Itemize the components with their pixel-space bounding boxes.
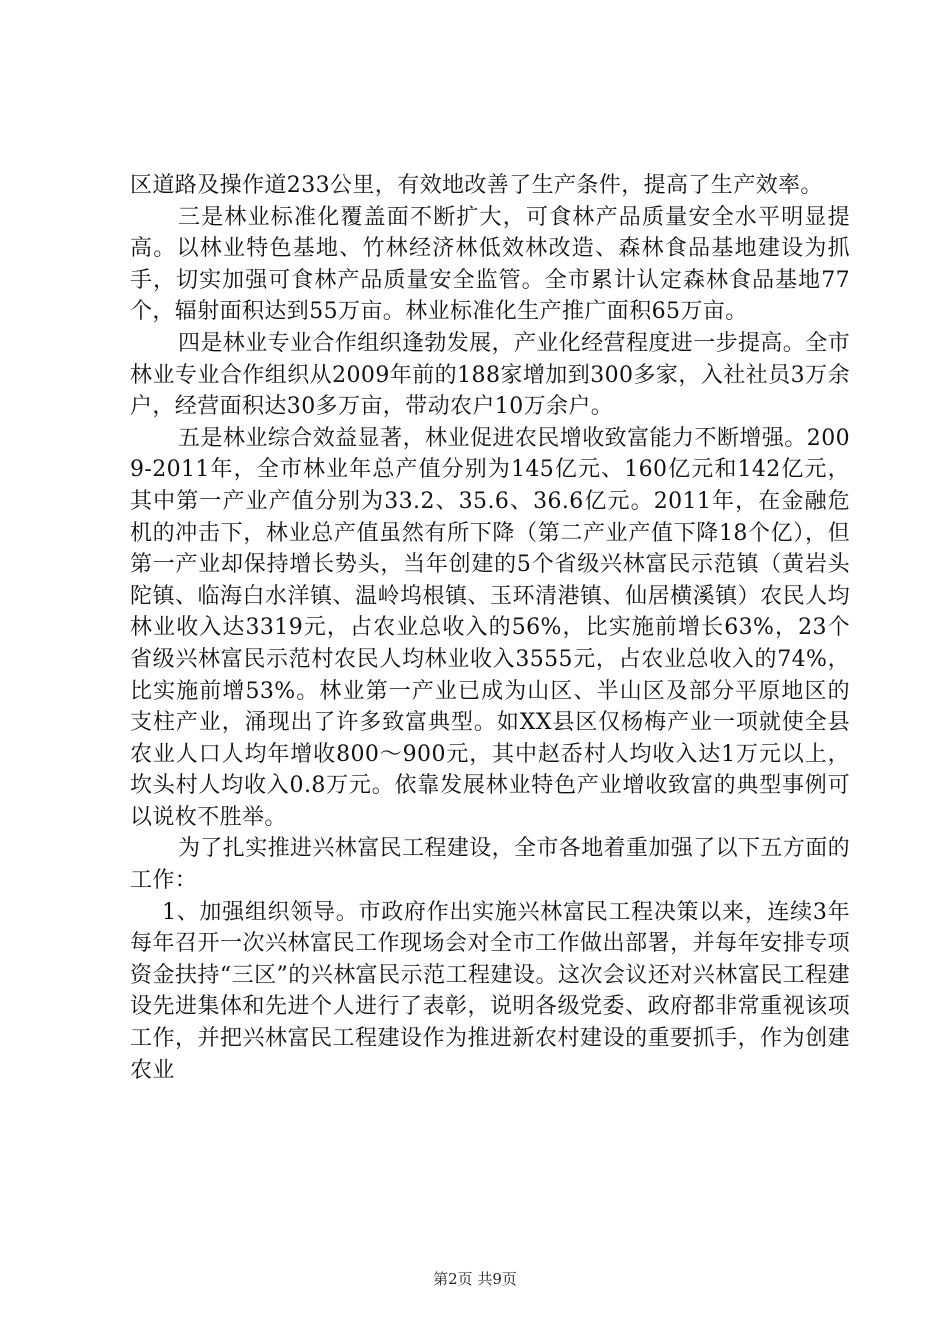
- page-number-footer: 第2页 共9页: [433, 1270, 517, 1288]
- paragraph-point-three: 三是林业标准化覆盖面不断扩大，可食林产品质量安全水平明显提高。以林业特色基地、竹林经济林低效林改造、森林食品基地建设为抓手，切实加强可食林产品质量安全监管。全市累计认定森林食品基地77个，辐射面积达到55万亩。林业标准化生产推广面积65万亩。: [130, 204, 850, 325]
- document-body: [130, 170, 850, 1086]
- paragraph-point-five: 五是林业综合效益显著，林业促进农民增收致富能力不断增强。2009-2011年，全市林业年总产值分别为145亿元、160亿元和142亿元，其中第一产业产值分别为33.2、35.6、36.6亿元。2011年，在金融危机的冲击下，林业总产值虽然有所下降（第二产业产值下降18个亿），但第一产业却保持增长势头，当年创建的5个省级兴林富民示范镇（黄岩头陀镇、临海白水洋镇、温岭坞根镇、玉环清港镇、仙居横溪镇）农民人均林业收入达3319元，占农业总收入的56%，比实施前增长63%，23个省级兴林富民示范村农民人均林业收入3555元，占农业总收入的74%，比实施前增53%。林业第一产业已成为山区、半山区及部分平原地区的支柱产业，涌现出了许多致富典型。如XX县区仅杨梅产业一项就使全县农业人口人均年增收800～900元，其中赵岙村人均收入达1万元以上，坎头村人均收入0.8万元。依靠发展林业特色产业增收致富的典型事例可以说枚不胜举。: [130, 425, 850, 830]
- paragraph-intro-five-aspects: 为了扎实推进兴林富民工程建设，全市各地着重加强了以下五方面的工作：: [130, 836, 851, 894]
- paragraph-continuation: 区道路及操作道233公里，有效地改善了生产条件，提高了生产效率。: [130, 173, 823, 198]
- paragraph-point-four: 四是林业专业合作组织逢勃发展，产业化经营程度进一步提高。全市林业专业合作组织从2009年前的188家增加到300多家，入社社员3万余户，经营面积达30多万亩，带动农户10万余户。: [130, 330, 851, 420]
- paragraph-item-one: 1、加强组织领导。市政府作出实施兴林富民工程决策以来，连续3年每年召开一次兴林富民工作现场会对全市工作做出部署，并每年安排专项资金扶持“三区”的兴林富民示范工程建设。这次会议还对兴林富民工程建设先进集体和先进个人进行了表彰，说明各级党委、政府都非常重视该项工作，并把兴林富民工程建设作为推进新农村建设的重要抓手，作为创建农业: [130, 899, 850, 1083]
